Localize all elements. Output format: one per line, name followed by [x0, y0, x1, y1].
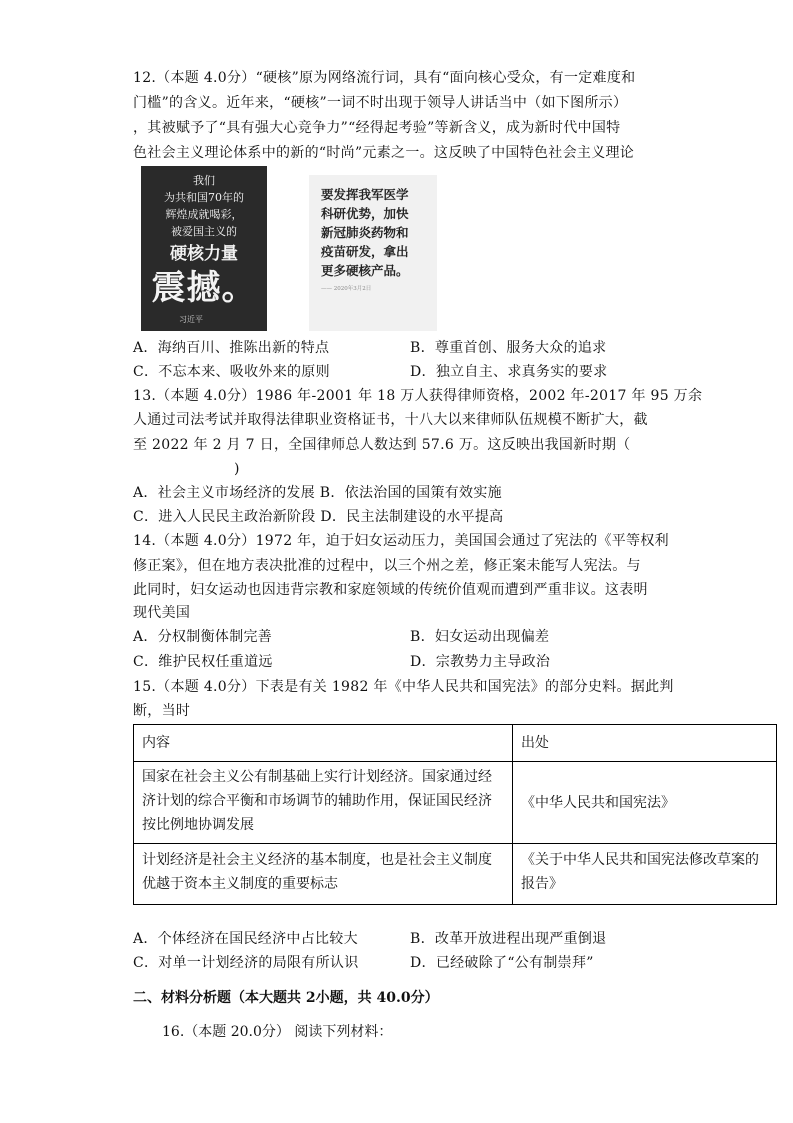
quote-right-line: 疫苗研发，拿出: [321, 244, 409, 259]
q13-options-ab[interactable]: A．社会主义市场经济的发展 B．依法治国的国策有效实施: [133, 485, 502, 501]
table-cell-content: 计划经济是社会主义经济的基本制度，也是社会主义制度优越于资本主义制度的重要标志: [134, 844, 513, 905]
q14-option-b[interactable]: B．妇女运动出现偏差: [410, 629, 550, 645]
table-header-row: [134, 725, 777, 762]
quote-left-line: 辉煌成就喝彩，: [165, 208, 243, 221]
source-table: [133, 724, 777, 905]
table-header-source: 出处: [513, 725, 777, 762]
table-row: [134, 762, 777, 844]
q12-line-2: 门槛”的含义。近年来，“硬核”一词不时出现于领导人讲话当中（如下图所示）: [133, 95, 628, 111]
q15-option-c[interactable]: C．对单一计划经济的局限有所认识: [133, 955, 359, 971]
signature: 习近平: [179, 315, 203, 324]
q16-line: 16.（本题 20.0分） 阅读下列材料：: [162, 1024, 393, 1040]
q14-option-c[interactable]: C．维护民权任重道远: [133, 654, 273, 670]
q13-options-cd[interactable]: C．进入人民民主政治新阶段 D．民主法制建设的水平提高: [133, 509, 504, 525]
quote-left-line: 被爱国主义的: [171, 225, 237, 238]
table-cell-content: 国家在社会主义公有制基础上实行计划经济。国家通过经济计划的综合平衡和市场调节的辅助作用，保证国民经济按比例地协调发展: [134, 762, 513, 844]
quote-image-right: [309, 175, 437, 331]
q12-option-a[interactable]: A．海纳百川、推陈出新的特点: [133, 340, 330, 356]
q13-line-1: 13.（本题 4.0分）1986 年-2001 年 18 万人获得律师资格，2002 年-2017 年 95 万余: [133, 388, 703, 404]
q15-line-2: 断，当时: [133, 703, 191, 719]
q14-option-d[interactable]: D．宗教势力主导政治: [410, 654, 551, 670]
q13-line-2: 人通过司法考试并取得法律职业资格证书，十八大以来律师队伍规模不断扩大，截: [133, 412, 648, 428]
q13-line-4: ): [234, 461, 240, 477]
q14-line-4: 现代美国: [133, 605, 191, 621]
table-cell-source: 《中华人民共和国宪法》: [513, 762, 777, 844]
quote-left-huge: 震撼。: [151, 268, 257, 308]
q15-option-d[interactable]: D．已经破除了“公有制崇拜”: [410, 955, 594, 971]
q14-line-2: 修正案》，但在地方表决批准的过程中，以三个州之差，修正案未能写人宪法。与: [133, 558, 641, 574]
q12-line-4: 色社会主义理论体系中的新的“时尚”元素之一。这反映了中国特色社会主义理论: [133, 145, 635, 161]
table-row: [134, 844, 777, 905]
quote-right-line: 新冠肺炎药物和: [321, 225, 409, 240]
q12-option-b[interactable]: B．尊重首创、服务大众的追求: [410, 340, 607, 356]
quote-left-line: 为共和国70年的: [164, 191, 244, 204]
quote-left-big: 硬核力量: [170, 244, 238, 264]
table-cell-source: 《关于中华人民共和国宪法修改草案的报告》: [513, 844, 777, 905]
q14-line-3: 此同时，妇女运动也因违背宗教和家庭领域的传统价值观而遭到严重非议。这表明: [133, 582, 648, 598]
q15-option-b[interactable]: B．改革开放进程出现严重倒退: [410, 931, 607, 947]
q12-line-1: 12.（本题 4.0分）“硬核”原为网络流行词，具有“面向核心受众，有一定难度和: [133, 70, 636, 86]
q12-option-c[interactable]: C．不忘本来、吸收外来的原则: [133, 364, 330, 380]
quote-left-line: 我们: [193, 174, 215, 187]
quote-right-line: 要发挥我军医学: [321, 187, 409, 202]
q15-option-a[interactable]: A．个体经济在国民经济中占比较大: [133, 931, 358, 947]
quote-right-source: —— 2020年3月2日: [321, 286, 372, 292]
q12-line-3: ，其被赋予了“具有强大心竞争力”“经得起考验”等新含义，成为新时代中国特: [133, 120, 621, 136]
quote-right-line: 科研优势，加快: [321, 206, 409, 221]
section-title: 二、材料分析题（本大题共 2小题，共 40.0分）: [133, 990, 439, 1006]
q14-option-a[interactable]: A．分权制衡体制完善: [133, 629, 273, 645]
q15-line-1: 15.（本题 4.0分）下表是有关 1982 年《中华人民共和国宪法》的部分史料。据此判: [133, 679, 674, 695]
q12-option-d[interactable]: D．独立自主、求真务实的要求: [410, 364, 608, 380]
quote-right-line: 更多硬核产品。: [321, 263, 409, 278]
q13-line-3: 至 2022 年 2 月 7 日，全国律师总人数达到 57.6 万。这反映出我国新时期（: [133, 437, 631, 453]
table-header-content: 内容: [134, 725, 513, 762]
quote-image-left: [141, 166, 267, 331]
q14-line-1: 14.（本题 4.0分）1972 年，迫于妇女运动压力，美国国会通过了宪法的《平等权利: [133, 533, 669, 549]
